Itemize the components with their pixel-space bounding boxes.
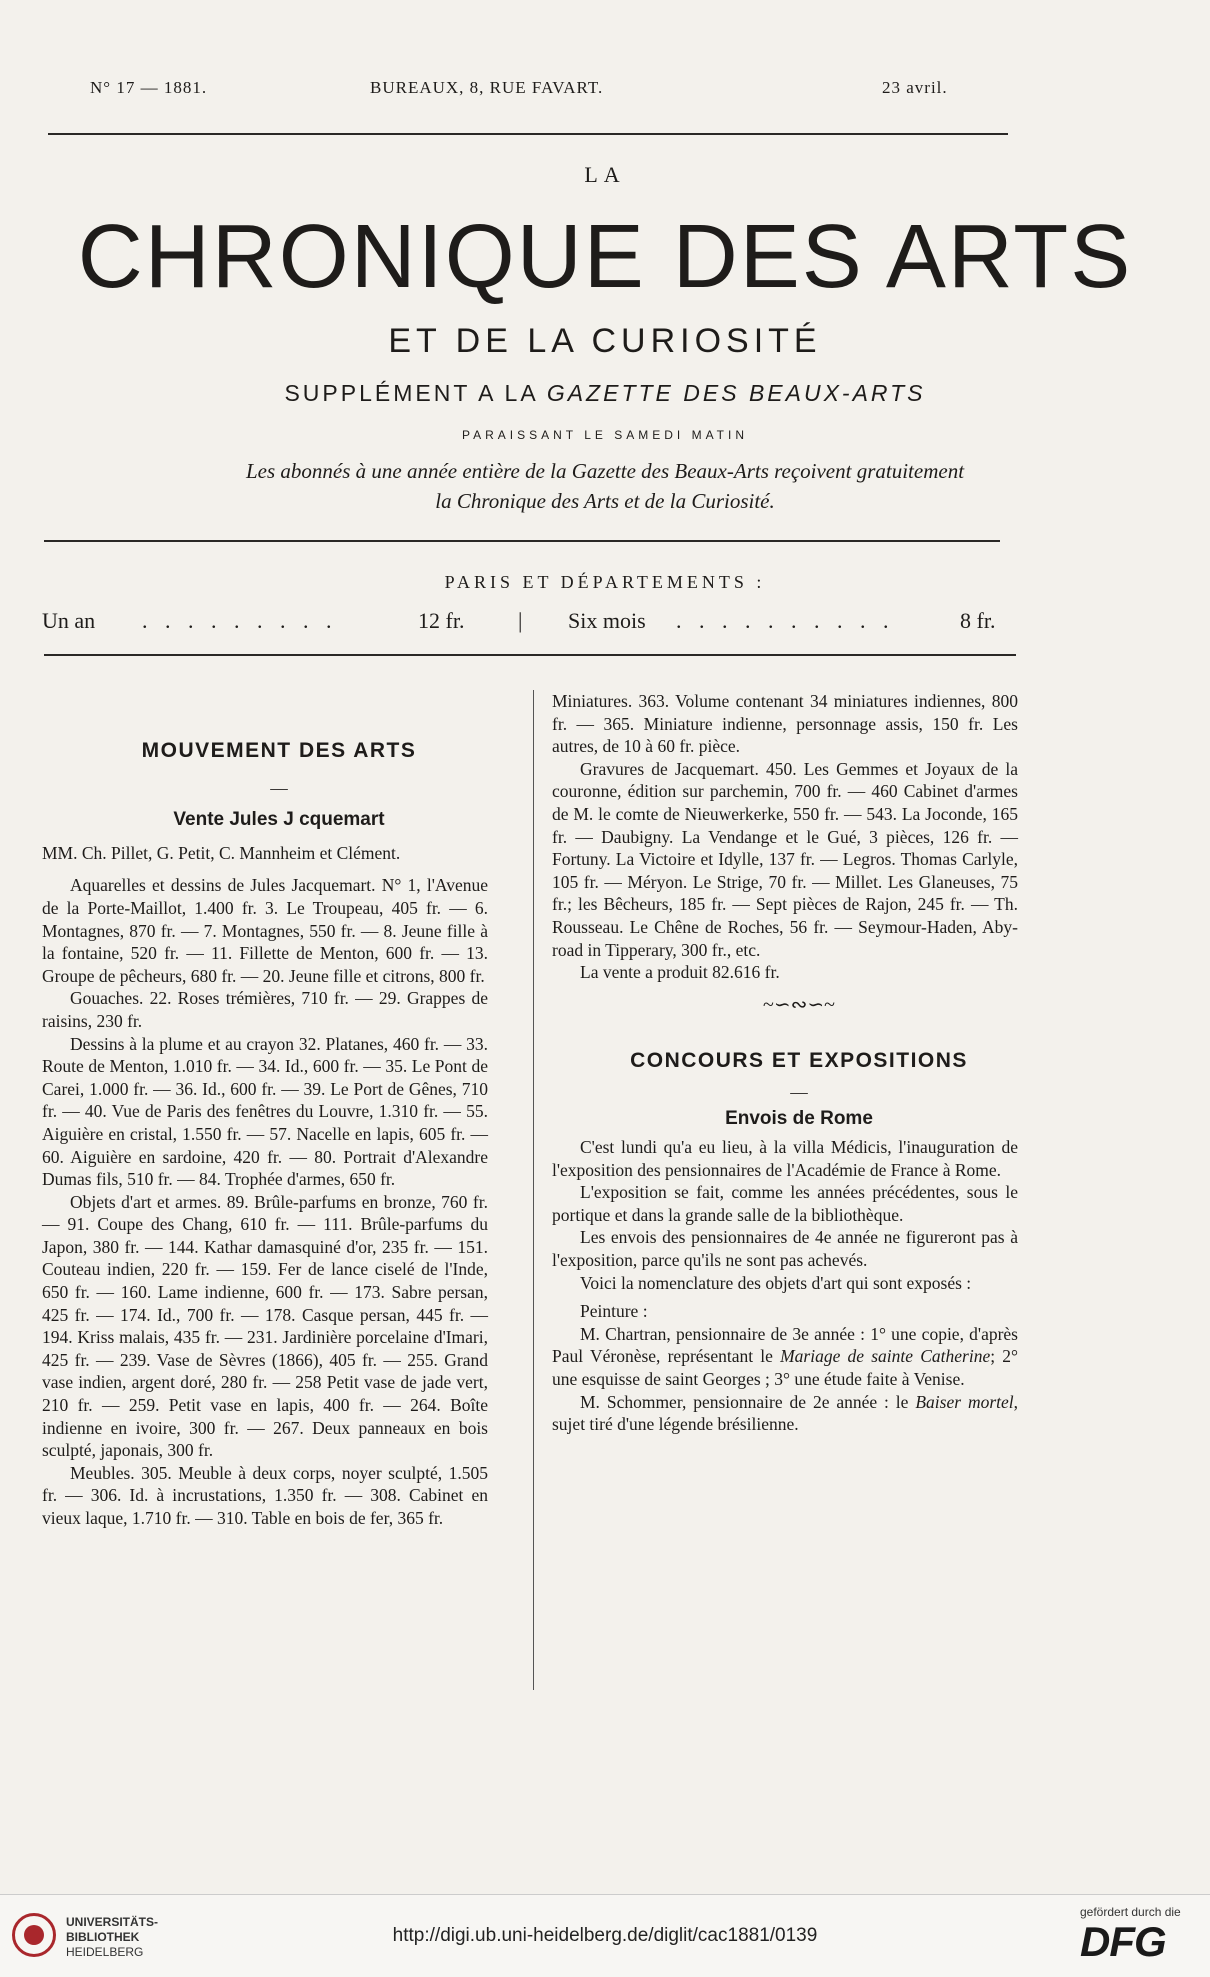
institution-line2: BIBLIOTHEK: [66, 1930, 140, 1944]
ornament-divider: ~∽∾∽~: [763, 993, 835, 1016]
masthead-title: CHRONIQUE DES ARTS: [77, 207, 1133, 307]
header-rule: [48, 133, 1008, 135]
paragraph-gravures: Gravures de Jacquemart. 450. Les Gemmes et Joyaux de la couronne, édition sur parchemin, 700 fr. — 460 Cabinet d'armes de M. le comte de Nieuwerkerke, 550 fr. — 543. La Joconde, 165 fr. — Daubigny. La Vendange et le Gué, 3 pièces, 126 fr. — Fortuny. La Victoire et Idylle, 137 fr. — Legros. Thomas Carlyle, 105 fr. — Méryon. Le Strige, 70 fr. — Millet. Les Glaneuses, 75 fr.; les Bêcheurs, 185 fr. — Sept pièces de Rajon, 245 fr. — Th. Rousseau. Le Chêne de Roches, 56 fr. — Seymour-Haden, Aby-road in Tipperary, 300 fr., etc.: [552, 758, 1018, 960]
section-title-concours: CONCOURS ET EXPOSITIONS: [630, 1049, 968, 1073]
year-label: Un an: [42, 608, 96, 633]
chartran-text-1: M. Chartran, pensionnaire de 3e année : 1° une copie, d'après Paul Véronèse, représentant le: [552, 1323, 1018, 1367]
right-column: [552, 690, 1018, 1436]
institution-line1: UNIVERSITÄTS-: [66, 1915, 159, 1929]
masthead-rule: [44, 540, 1000, 542]
section-dash: —: [270, 777, 288, 798]
paragraph-chartran: [552, 1323, 1018, 1391]
paragraph-schommer: [552, 1391, 1018, 1436]
issue-date: 23 avril.: [882, 78, 948, 97]
section-title-mouvement: MOUVEMENT DES ARTS: [141, 739, 417, 762]
section-dash-concours: —: [790, 1081, 808, 1102]
paragraph-meubles: Meubles. 305. Meuble à deux corps, noyer sculpté, 1.505 fr. — 306. Id. à incrustations, 1.350 fr. — 308. Cabinet en vieux laque, 1.710 fr. — 310. Table en bois de fer, 365 fr.: [42, 1462, 488, 1528]
six-months-dots: . . . . . . . . . .: [676, 608, 895, 633]
issue-number: N° 17 — 1881.: [90, 78, 208, 97]
paragraph-dessins: Dessins à la plume et au crayon 32. Platanes, 460 fr. — 33. Route de Menton, 1.010 fr. — 34. Id., 600 fr. — 35. Le Pont de Carei, 1.000 fr. — 36. Id., 600 fr. — 39. Le Port de Gênes, 710 fr. — 40. Vue de Paris des fenêtres du Louvre, 1.310 fr. — 55. Aiguière en cristal, 1.550 fr. — 57. Nacelle en lapis, 605 fr. — 60. Aiguière en sardoine, 420 fr. — 80. Portrait d'Alexandre Dumas fils, 510 fr. — 84. Trophée d'armes, 650 fr.: [42, 1033, 488, 1190]
dfg-logo: DFG: [1080, 1918, 1166, 1965]
masthead-la: LA: [584, 162, 626, 187]
masthead-supplement: [0, 380, 1210, 407]
paragraph-gouaches: Gouaches. 22. Roses trémières, 710 fr. — 29. Grappes de raisins, 230 fr.: [42, 988, 488, 1031]
paragraph-aquarelles: Aquarelles et dessins de Jules Jacquemart. N° 1, l'Avenue de la Porte-Maillot, 1.400 fr. 3. Le Troupeau, 405 fr. — 6. Montagnes, 870 fr. — 7. Montagnes, 550 fr. — 8. Jeune fille à la fontaine, 520 fr. — 11. Fillette de Menton, 600 fr. — 13. Groupe de pêcheurs, 680 fr. — 20. Jeune fille et citrons, 800 fr.: [42, 875, 488, 986]
subscriber-notice-line2: la Chronique des Arts et de la Curiosité.: [435, 489, 775, 513]
six-months-price: 8 fr.: [960, 608, 996, 633]
auctioneers: MM. Ch. Pillet, G. Petit, C. Mannheim et Clément.: [42, 842, 401, 863]
supplement-prefix: SUPPLÉMENT A LA: [284, 380, 547, 406]
office-address: BUREAUX, 8, RUE FAVART.: [370, 78, 604, 97]
year-price: 12 fr.: [418, 608, 465, 633]
six-months-label: Six mois: [568, 608, 646, 633]
paragraph-objets: Objets d'art et armes. 89. Brûle-parfums en bronze, 760 fr. — 91. Coupe des Chang, 610 fr. — 111. Brûle-parfums du Japon, 380 fr. — 144. Kathar damasquiné d'or, 235 fr. — 151. Couteau indien, 220 fr. — 159. Fer de lance ciselé de l'Inde, 650 fr. — 160. Lame indienne, 600 fr. — 173. Sabre persan, 425 fr. — 174. Id., 700 fr. — 178. Casque persan, 445 fr. — 194. Kriss malais, 435 fr. — 231. Jardinière porcelaine d'Imari, 425 fr. — 239. Vase de Sèvres (1866), 405 fr. — 255. Grand vase indien, argent doré, 280 fr. — 258 Petit vase de jade vert, 210 fr. — 259. Petit vase en lapis, 400 fr. — 264. Boîte indienne en ivoire, 300 fr. — 267. Deux panneaux en bois sculpté, japonais, 300 fr.: [42, 1191, 488, 1461]
subscriber-notice: [0, 456, 1210, 516]
paragraph-inauguration: C'est lundi qu'a eu lieu, à la villa Médicis, l'inauguration de l'exposition des pensionnaires de l'Académie de France à Rome.: [552, 1137, 1018, 1180]
footer-bar: [0, 1894, 1210, 1977]
chartran-work-title: Mariage de sainte Catherine: [780, 1346, 991, 1367]
year-dots: . . . . . . . . .: [142, 608, 338, 633]
funding-note: gefördert durch die: [1080, 1905, 1181, 1919]
subscription-rule: [44, 654, 1016, 656]
paragraph-exposition: L'exposition se fait, comme les années précédentes, sous le portique et dans la grande salle de la bibliothèque.: [552, 1182, 1018, 1225]
paragraph-peinture: Peinture :: [580, 1301, 648, 1322]
permalink[interactable]: http://digi.ub.uni-heidelberg.de/diglit/cac1881/0139: [392, 1925, 818, 1946]
publication-schedule: PARAISSANT LE SAMEDI MATIN: [461, 428, 749, 442]
paragraph-total: La vente a produit 82.616 fr.: [580, 962, 780, 983]
schommer-text-1: M. Schommer, pensionnaire de 2e année : le: [580, 1391, 909, 1412]
subscription-heading: PARIS ET DÉPARTEMENTS :: [444, 572, 766, 592]
masthead-subtitle: ET DE LA CURIOSITÉ: [388, 322, 822, 360]
institution-line3: HEIDELBERG: [66, 1945, 144, 1959]
paragraph-envois: Les envois des pensionnaires de 4e année ne figureront pas à l'exposition, parce qu'ils ne sont pas achevés.: [552, 1227, 1018, 1271]
left-column: [42, 700, 488, 1530]
supplement-gazette: GAZETTE DES BEAUX-ARTS: [546, 380, 926, 406]
subscriber-notice-line1: Les abonnés à une année entière de la Gazette des Beaux-Arts reçoivent gratuitement: [245, 459, 965, 483]
price-separator: |: [518, 608, 523, 633]
paragraph-miniatures: Miniatures. 363. Volume contenant 34 miniatures indiennes, 800 fr. — 365. Miniature indienne, personnage assis, 150 fr. Les autres, de 10 à 60 fr. pièce.: [552, 691, 1018, 757]
paragraph-nomenclature: Voici la nomenclature des objets d'art qui sont exposés :: [580, 1272, 972, 1293]
sale-title: Vente Jules J cquemart: [173, 809, 385, 831]
schommer-work-title: Baiser mortel: [915, 1391, 1014, 1412]
subtitle-envois: Envois de Rome: [725, 1107, 873, 1129]
chartran-text-2: ; 2° une esquisse de saint Georges ; 3° une étude faite à Venise.: [552, 1346, 1019, 1390]
column-divider: [533, 690, 534, 1690]
schommer-text-2: , sujet tiré d'une légende brésilienne.: [552, 1391, 1019, 1435]
